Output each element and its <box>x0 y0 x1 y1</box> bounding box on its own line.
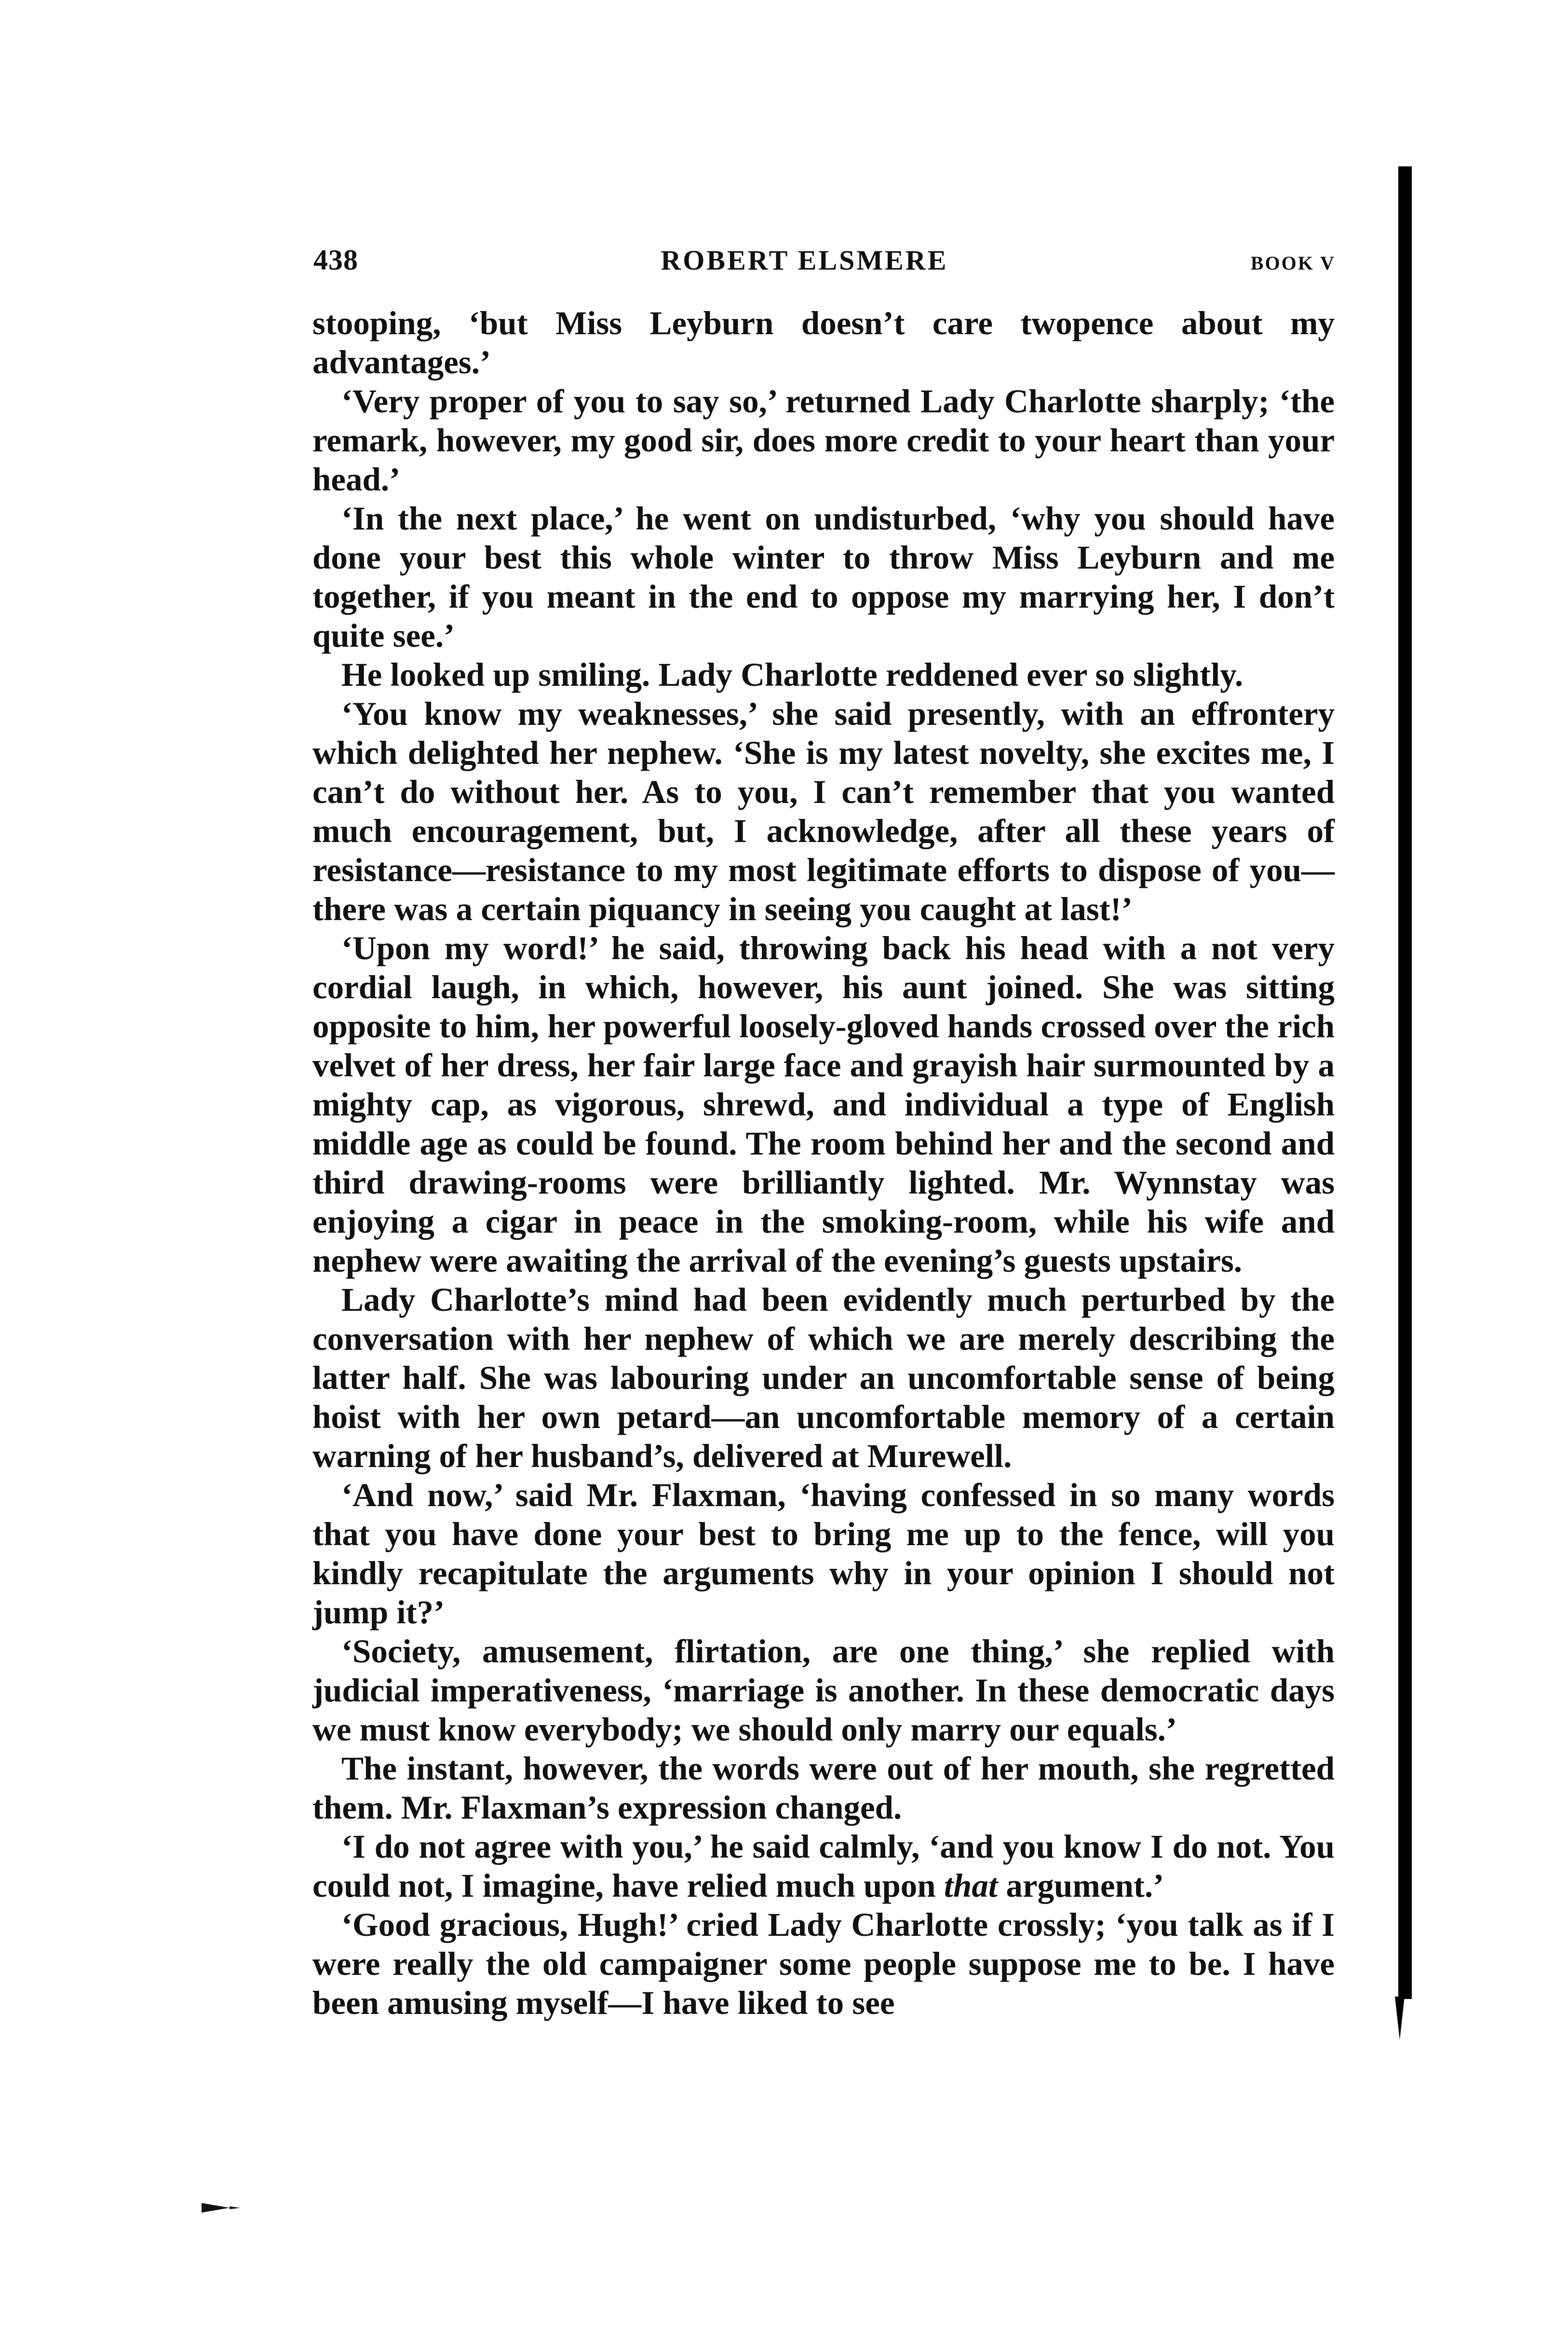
paragraph-2: ‘Very proper of you to say so,’ returned Lady Charlotte sharply; ‘the remark, however, my good sir, does more credit to your heart than your head.’ <box>312 383 1335 498</box>
body-text <box>312 304 1335 2023</box>
paragraph-4: He looked up smiling. Lady Charlotte reddened ever so slightly. <box>341 656 1244 693</box>
page-number: 438 <box>313 244 358 276</box>
paragraph-5: ‘You know my weaknesses,’ she said presently, with an effrontery which delighted her nephew. ‘She is my latest novelty, she excites me, I can’t do without her. As to you, I can’t remember that you wanted much encouragement, but, I acknowledge, after all these years of resistance—resistance to my most legitimate efforts to dispose of you—there was a certain piquancy in seeing you caught at last!’ <box>312 695 1335 927</box>
paragraph-7: Lady Charlotte’s mind had been evidently much perturbed by the conversation with her nephew of which we are merely describing the latter half. She was labouring under an uncomfortable sense of being hoist with her own petard—an uncomfortable memory of a certain warning of her husband’s, delivered at Murewell. <box>312 1281 1335 1474</box>
paragraph-9: ‘Society, amusement, flirtation, are one thing,’ she replied with judicial imperativeness, ‘marriage is another. In these democratic days we must know everybody; we should only marry our equals.’ <box>312 1633 1335 1748</box>
running-title: ROBERT ELSMERE <box>661 245 948 276</box>
arrow-tip-shape <box>230 2206 240 2209</box>
page-edge-bar <box>1398 166 1412 1999</box>
paragraph-11-end: argument.’ <box>1006 1867 1164 1904</box>
page-header <box>313 244 1336 282</box>
paragraph-11 <box>312 1827 1335 1905</box>
paragraph-8: ‘And now,’ said Mr. Flaxman, ‘having confessed in so many words that you have done your best to bring me up to the fence, will you kindly recapitulate the arguments why in your opinion I should not jump it?’ <box>312 1477 1335 1631</box>
paragraph-11-text: ‘I do not agree with you,’ he said calmly, ‘and you know I do not. You could not, I imagine, have relied much upon <box>312 1828 1335 1904</box>
paragraph-6: ‘Upon my word!’ he said, throwing back his head with a not very cordial laugh, in which, however, his aunt joined. She was sitting opposite to him, her powerful loosely-gloved hands crossed over the rich velvet of her dress, her fair large face and grayish hair surmounted by a mighty cap, as vigorous, shrewd, and individual a type of English middle age as could be found. The room behind her and the second and third drawing-rooms were brilliantly lighted. Mr. Wynnstay was enjoying a cigar in peace in the smoking-room, while his wife and nephew were awaiting the arrival of the evening’s guests upstairs. <box>312 930 1335 1279</box>
page-edge-tail <box>1395 1997 1405 2040</box>
paragraph-3: ‘In the next place,’ he went on undisturbed, ‘why you should have done your best this whole winter to throw Miss Leyburn and me together, if you meant in the end to oppose my marrying her, I don’t quite see.’ <box>312 500 1335 654</box>
paragraph-12: ‘Good gracious, Hugh!’ cried Lady Charlotte crossly; ‘you talk as if I were really the old campaigner some people suppose me to be. I have been amusing myself—I have liked to see <box>312 1906 1335 2021</box>
margin-arrow-icon <box>202 2199 240 2216</box>
arrow-head-shape <box>202 2203 230 2213</box>
italic-that: that <box>944 1867 998 1904</box>
paragraph-10: The instant, however, the words were out of her mouth, she regretted them. Mr. Flaxman’s expression changed. <box>312 1750 1335 1826</box>
book-marker: BOOK V <box>1250 252 1336 274</box>
paragraph-1: stooping, ‘but Miss Leyburn doesn’t care twopence about my advantages.’ <box>312 305 1335 381</box>
